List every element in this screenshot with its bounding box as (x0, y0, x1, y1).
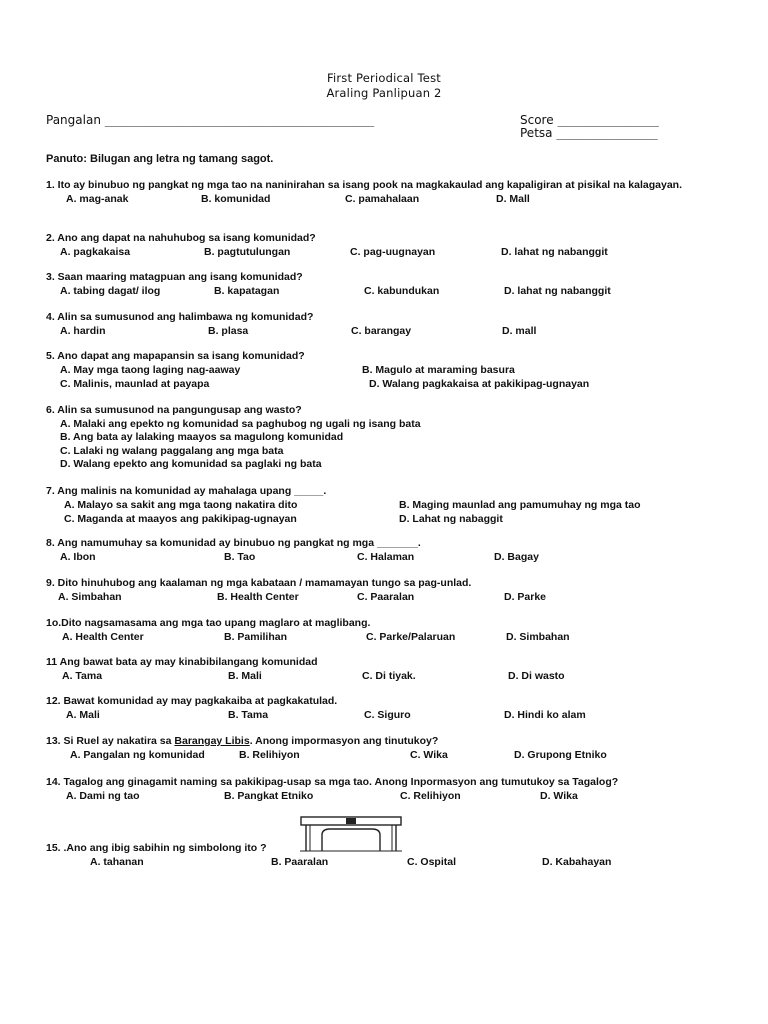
question-stem: 14. Tagalog ang ginagamit naming sa pakikipag-usap sa mga tao. Anong Inpormasyon ang tumutukoy sa Tagalog? (46, 776, 619, 788)
question-2 (46, 232, 736, 260)
question-stem: 6. Alin sa sumusunod na pangungusap ang wasto? (46, 404, 302, 416)
option-c: C. Parke/Palaruan (366, 630, 456, 643)
instructions: Panuto: Bilugan ang letra ng tamang sagot. (46, 153, 274, 165)
question-stem: 5. Ano dapat ang mapapansin sa isang komunidad? (46, 350, 305, 362)
options-row (46, 246, 736, 260)
question-13 (46, 735, 736, 763)
name-field (46, 113, 374, 127)
option-d: D. Wika (540, 789, 578, 802)
option-a: A. Pangalan ng komunidad (70, 748, 205, 761)
option-a: A. hardin (60, 324, 106, 337)
option-c: C. barangay (351, 324, 412, 337)
question-stem: 7. Ang malinis na komunidad ay mahalaga upang _____. (46, 485, 327, 497)
options-row (46, 325, 736, 339)
question-3 (46, 271, 736, 299)
question-15 (46, 842, 736, 870)
question-7 (46, 485, 736, 526)
option-c: C. Relihiyon (400, 789, 461, 802)
test-title: First Periodical Test (327, 71, 441, 85)
option-b: B. komunidad (201, 192, 271, 205)
option-a: A. tabing dagat/ ilog (60, 284, 161, 297)
option-d: D. Simbahan (506, 630, 570, 643)
option-c: C. Paaralan (357, 590, 415, 603)
date-line: _______________ (556, 126, 658, 140)
options-row (46, 193, 736, 207)
option-c: C. Ospital (407, 855, 457, 868)
question-5 (46, 350, 736, 391)
name-line: ________________________________________ (104, 113, 374, 127)
question-stem (46, 735, 736, 749)
option-b: B. Tao (224, 550, 256, 563)
question-stem: 1o.Dito nagsamasama ang mga tao upang maglaro at maglibang. (46, 617, 371, 629)
option-b: B. kapatagan (214, 284, 280, 297)
question-stem: 1. Ito ay binubuo ng pangkat ng mga tao na naninirahan sa isang pook na magkakaulad ang kapaligiran at pisikal na kalagayan. (46, 179, 682, 191)
date-label: Petsa (520, 126, 553, 140)
option-a: A. Malaki ang epekto ng komunidad sa paghubog ng ugali ng isang bata (60, 417, 421, 430)
question-6 (46, 404, 736, 472)
options-row (46, 631, 736, 645)
score-line: _______________ (557, 113, 659, 127)
score-label: Score (520, 113, 554, 127)
option-b: B. pagtutulungan (204, 245, 291, 258)
option-a: A. Ibon (60, 550, 96, 563)
option-d: D. Hindi ko alam (504, 708, 586, 721)
options-row (46, 670, 736, 684)
stem-text-end: . Anong impormasyon ang tinutukoy? (249, 735, 439, 747)
option-d: D. lahat ng nabanggit (501, 245, 608, 258)
question-4 (46, 311, 736, 339)
stem-text: 13. Si Ruel ay nakatira sa (46, 735, 175, 747)
option-a: A. Malayo sa sakit ang mga taong nakatira dito (64, 498, 298, 511)
test-subject: Araling Panlipuan 2 (326, 86, 442, 100)
option-c: C. Di tiyak. (362, 669, 416, 682)
option-b: B. Health Center (217, 590, 299, 603)
option-d: D. Mall (496, 192, 530, 205)
question-stem: 3. Saan maaring matagpuan ang isang komunidad? (46, 271, 303, 283)
option-c: C. Maganda at maayos ang pakikipag-ugnayan (64, 512, 297, 525)
options-grid (46, 364, 736, 391)
option-c: C. pag-uugnayan (350, 245, 436, 258)
options-row (46, 551, 736, 565)
option-d: D. Di wasto (508, 669, 565, 682)
date-field (520, 126, 657, 140)
question-stem: 11 Ang bawat bata ay may kinabibilangang komunidad (46, 656, 318, 668)
option-c: C. Lalaki ng walang paggalang ang mga bata (60, 444, 284, 457)
options-row (46, 749, 736, 763)
option-b: B. Mali (228, 669, 262, 682)
option-b: B. Maging maunlad ang pamumuhay ng mga tao (399, 498, 641, 511)
option-d: D. Bagay (494, 550, 539, 563)
option-d: D. mall (502, 324, 537, 337)
question-10 (46, 617, 736, 645)
option-d: D. Walang pagkakaisa at pakikipag-ugnayan (369, 377, 590, 390)
options-row (46, 856, 736, 870)
options-row (46, 591, 736, 605)
question-stem: 4. Alin sa sumusunod ang halimbawa ng komunidad? (46, 311, 314, 323)
option-a: A. tahanan (90, 855, 144, 868)
option-a: A. Tama (62, 669, 103, 682)
option-a: A. Simbahan (58, 590, 122, 603)
option-d: D. Grupong Etniko (514, 748, 607, 761)
question-9 (46, 577, 736, 605)
option-d: D. Walang epekto ang komunidad sa paglaki ng bata (60, 458, 322, 470)
option-b: B. Pangkat Etniko (224, 789, 314, 802)
option-b: B. Relihiyon (239, 748, 300, 761)
option-c: C. Siguro (364, 708, 411, 721)
option-b: B. Paaralan (271, 855, 329, 868)
question-stem: 12. Bawat komunidad ay may pagkakaiba at pagkakatulad. (46, 695, 338, 707)
options-row (46, 285, 736, 299)
option-c: C. Halaman (357, 550, 415, 563)
option-c: C. Wika (410, 748, 448, 761)
name-label: Pangalan (46, 113, 101, 127)
question-stem: 2. Ano ang dapat na nahuhubog sa isang komunidad? (46, 232, 316, 244)
option-b: B. Ang bata ay lalaking maayos sa magulong komunidad (60, 431, 344, 443)
option-a: A. Health Center (62, 630, 144, 643)
question-1 (46, 179, 736, 207)
option-a: A. Mali (66, 708, 100, 721)
option-b: B. Pamilihan (224, 630, 288, 643)
option-b: B. Magulo at maraming basura (362, 363, 515, 376)
question-8 (46, 537, 736, 565)
option-a: A. May mga taong laging nag-aaway (60, 363, 241, 376)
question-11 (46, 656, 736, 684)
option-a: A. pagkakaisa (60, 245, 131, 258)
option-b: B. plasa (208, 324, 249, 337)
question-14 (46, 776, 736, 804)
option-c: C. pamahalaan (345, 192, 420, 205)
option-b: B. Tama (228, 708, 269, 721)
question-stem: 8. Ang namumuhay sa komunidad ay binubuo ng pangkat ng mga _______. (46, 537, 421, 549)
option-a: A. mag-anak (66, 192, 129, 205)
stem-underlined-place: Barangay Libis (174, 735, 250, 747)
options-grid (46, 499, 736, 526)
question-stem: 15. .Ano ang ibig sabihin ng simbolong ito ? (46, 842, 267, 854)
option-a: A. Dami ng tao (66, 789, 140, 802)
score-field (520, 113, 658, 127)
option-c: C. Malinis, maunlad at payapa (60, 377, 210, 390)
option-d: D. Lahat ng nabaggit (399, 512, 503, 525)
options-row (46, 709, 736, 723)
option-d: D. Parke (504, 590, 547, 603)
question-stem: 9. Dito hinuhubog ang kaalaman ng mga kabataan / mamamayan tungo sa pag-unlad. (46, 577, 472, 589)
option-d: D. Kabahayan (542, 855, 612, 868)
option-c: C. kabundukan (364, 284, 440, 297)
question-12 (46, 695, 736, 723)
option-d: D. lahat ng nabanggit (504, 284, 611, 297)
options-row (46, 790, 736, 804)
